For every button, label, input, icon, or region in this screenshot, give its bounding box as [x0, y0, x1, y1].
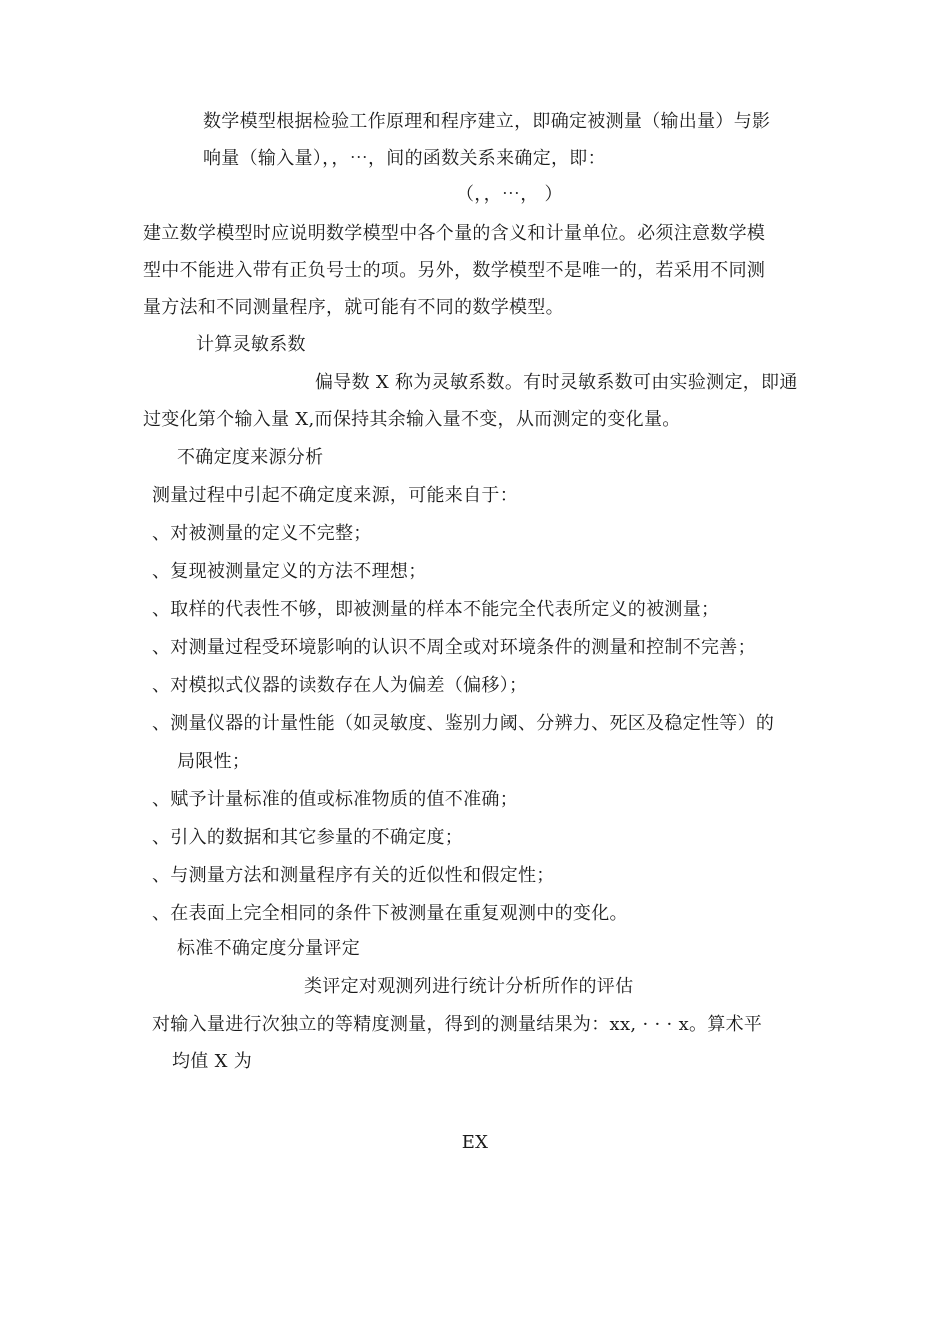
mean-formula: EX — [461, 1132, 489, 1153]
measurement-line-2: 均值 X 为 — [172, 1051, 253, 1072]
model-intro-line-1: 数学模型根据检验工作原理和程序建立，即确定被测量（输出量）与影 — [203, 111, 771, 132]
source-item-1: 、对被测量的定义不完整； — [152, 523, 372, 544]
measurement-line-1: 对输入量进行次独立的等精度测量，得到的测量结果为：xx, · · · x。算术平 — [152, 1014, 763, 1035]
source-item-6: 、测量仪器的计量性能（如灵敏度、鉴别力阈、分辨力、死区及稳定性等）的 — [152, 713, 775, 734]
source-heading: 不确定度来源分析 — [177, 447, 324, 468]
source-item-5: 、对模拟式仪器的读数存在人为偏差（偏移）； — [152, 675, 528, 696]
type-a-heading: 类评定对观测列进行统计分析所作的评估 — [304, 976, 634, 997]
source-item-7: 、赋予计量标准的值或标准物质的值不准确； — [152, 789, 518, 810]
model-note-line-3: 量方法和不同测量程序，就可能有不同的数学模型。 — [143, 297, 564, 318]
source-intro: 测量过程中引起不确定度来源，可能来自于： — [152, 485, 518, 506]
source-item-6-continued: 局限性； — [177, 751, 251, 772]
model-note-line-1: 建立数学模型时应说明数学模型中各个量的含义和计量单位。必须注意数学模 — [143, 223, 766, 244]
model-note-line-2: 型中不能进入带有正负号士的项。另外，数学模型不是唯一的，若采用不同测 — [143, 260, 766, 281]
model-formula: （，，⋯， ） — [456, 184, 563, 205]
source-item-9: 、与测量方法和测量程序有关的近似性和假定性； — [152, 865, 555, 886]
sensitivity-line-1: 偏导数 X 称为灵敏系数。有时灵敏系数可由实验测定，即通 — [315, 372, 798, 393]
sensitivity-line-2: 过变化第个输入量 X,而保持其余输入量不变，从而测定的变化量。 — [143, 409, 681, 430]
source-item-10: 、在表面上完全相同的条件下被测量在重复观测中的变化。 — [152, 903, 628, 924]
source-item-8: 、引入的数据和其它参量的不确定度； — [152, 827, 464, 848]
source-item-2: 、复现被测量定义的方法不理想； — [152, 561, 427, 582]
source-item-4: 、对测量过程受环境影响的认识不周全或对环境条件的测量和控制不完善； — [152, 637, 756, 658]
source-item-3: 、取样的代表性不够，即被测量的样本不能完全代表所定义的被测量； — [152, 599, 720, 620]
standard-uncertainty-heading: 标准不确定度分量评定 — [177, 938, 360, 959]
sensitivity-heading: 计算灵敏系数 — [196, 334, 306, 355]
model-intro-line-2: 响量（输入量），，⋯，间的函数关系来确定，即： — [203, 148, 606, 169]
